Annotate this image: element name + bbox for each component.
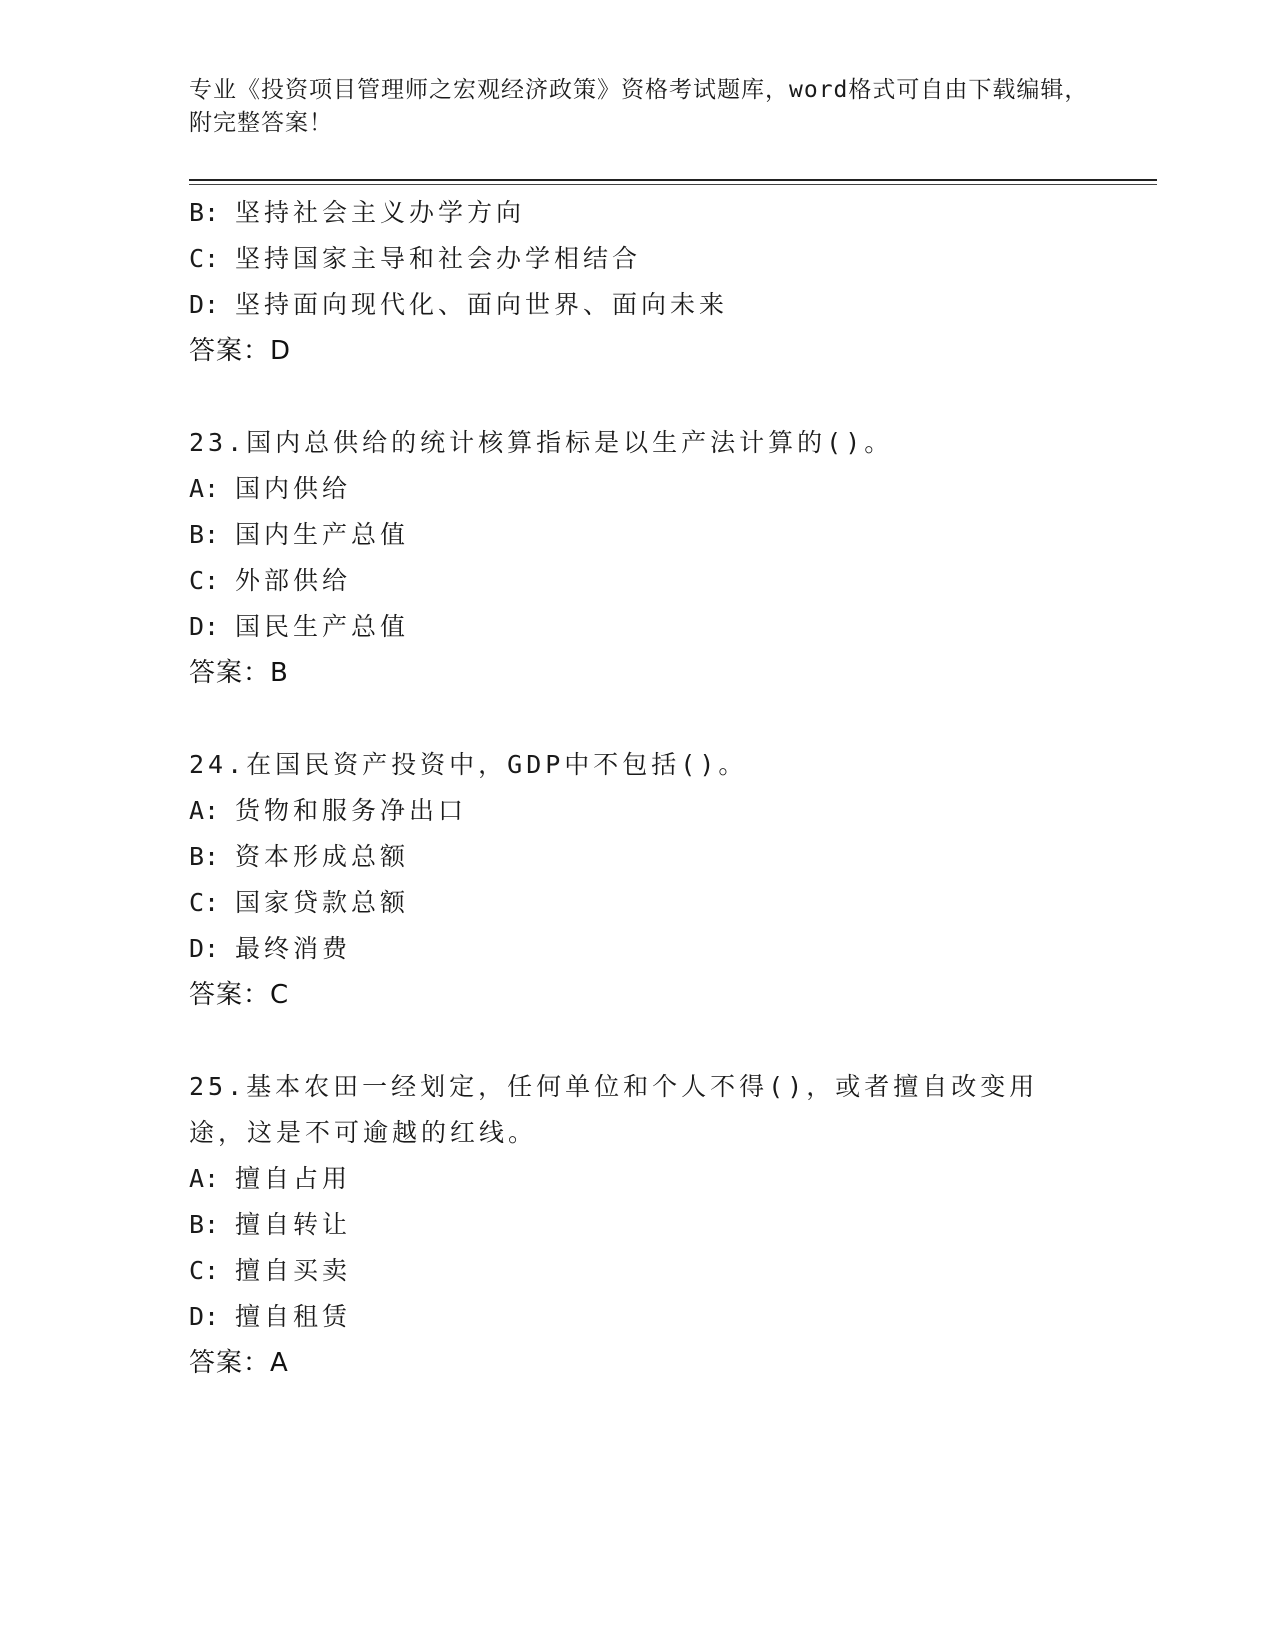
spacer xyxy=(189,696,1149,742)
option-a xyxy=(189,466,1149,512)
document-header: 专业《投资项目管理师之宏观经济政策》资格考试题库，word格式可自由下载编辑，附完整答案！ xyxy=(189,77,1089,136)
option-text: 国内生产总值 xyxy=(235,520,410,549)
question-25 xyxy=(189,1064,1149,1386)
option-prefix: B: xyxy=(189,198,220,227)
option-prefix: C: xyxy=(189,1256,220,1285)
option-b xyxy=(189,190,1149,236)
option-text: 坚持国家主导和社会办学相结合 xyxy=(235,244,642,273)
option-prefix: A: xyxy=(189,1164,220,1193)
option-text: 坚持社会主义办学方向 xyxy=(235,198,526,227)
option-c xyxy=(189,558,1149,604)
option-text: 最终消费 xyxy=(235,934,352,963)
option-a xyxy=(189,1156,1149,1202)
option-text: 国家贷款总额 xyxy=(235,888,410,917)
option-d xyxy=(189,1294,1149,1340)
answer-line: 答案：D xyxy=(189,336,292,366)
option-text: 国民生产总值 xyxy=(235,612,410,641)
option-c xyxy=(189,880,1149,926)
option-prefix: A: xyxy=(189,474,220,503)
option-prefix: D: xyxy=(189,290,220,319)
option-prefix: D: xyxy=(189,612,220,641)
question-24 xyxy=(189,742,1149,1018)
header-rule-thin xyxy=(189,184,1157,185)
answer-line: 答案：A xyxy=(189,1348,289,1378)
option-prefix: B: xyxy=(189,520,220,549)
continued-question xyxy=(189,190,1149,374)
question-text: 25.基本农田一经划定，任何单位和个人不得()，或者擅自改变用途，这是不可逾越的红线。 xyxy=(189,1072,1039,1147)
header-rule-thick xyxy=(189,179,1157,181)
option-text: 坚持面向现代化、面向世界、面向未来 xyxy=(235,290,729,319)
option-d xyxy=(189,926,1149,972)
option-prefix: C: xyxy=(189,244,220,273)
option-b xyxy=(189,1202,1149,1248)
option-text: 外部供给 xyxy=(235,566,352,595)
document-body xyxy=(189,190,1149,1386)
option-a xyxy=(189,788,1149,834)
option-prefix: C: xyxy=(189,888,220,917)
option-text: 货物和服务净出口 xyxy=(235,796,468,825)
spacer xyxy=(189,374,1149,420)
question-23 xyxy=(189,420,1149,696)
option-prefix: D: xyxy=(189,934,220,963)
option-text: 擅自转让 xyxy=(235,1210,352,1239)
answer-line: 答案：B xyxy=(189,658,289,688)
option-c xyxy=(189,236,1149,282)
option-prefix: B: xyxy=(189,842,220,871)
option-d xyxy=(189,282,1149,328)
option-d xyxy=(189,604,1149,650)
answer-line: 答案：C xyxy=(189,980,290,1010)
option-text: 擅自租赁 xyxy=(235,1302,352,1331)
option-text: 资本形成总额 xyxy=(235,842,410,871)
option-c xyxy=(189,1248,1149,1294)
spacer xyxy=(189,1018,1149,1064)
option-prefix: A: xyxy=(189,796,220,825)
option-b xyxy=(189,512,1149,558)
option-prefix: C: xyxy=(189,566,220,595)
option-text: 擅自买卖 xyxy=(235,1256,352,1285)
option-prefix: D: xyxy=(189,1302,220,1331)
option-prefix: B: xyxy=(189,1210,220,1239)
option-b xyxy=(189,834,1149,880)
question-text: 24.在国民资产投资中，GDP中不包括()。 xyxy=(189,750,748,779)
question-text: 23.国内总供给的统计核算指标是以生产法计算的()。 xyxy=(189,428,894,457)
option-text: 国内供给 xyxy=(235,474,352,503)
option-text: 擅自占用 xyxy=(235,1164,352,1193)
